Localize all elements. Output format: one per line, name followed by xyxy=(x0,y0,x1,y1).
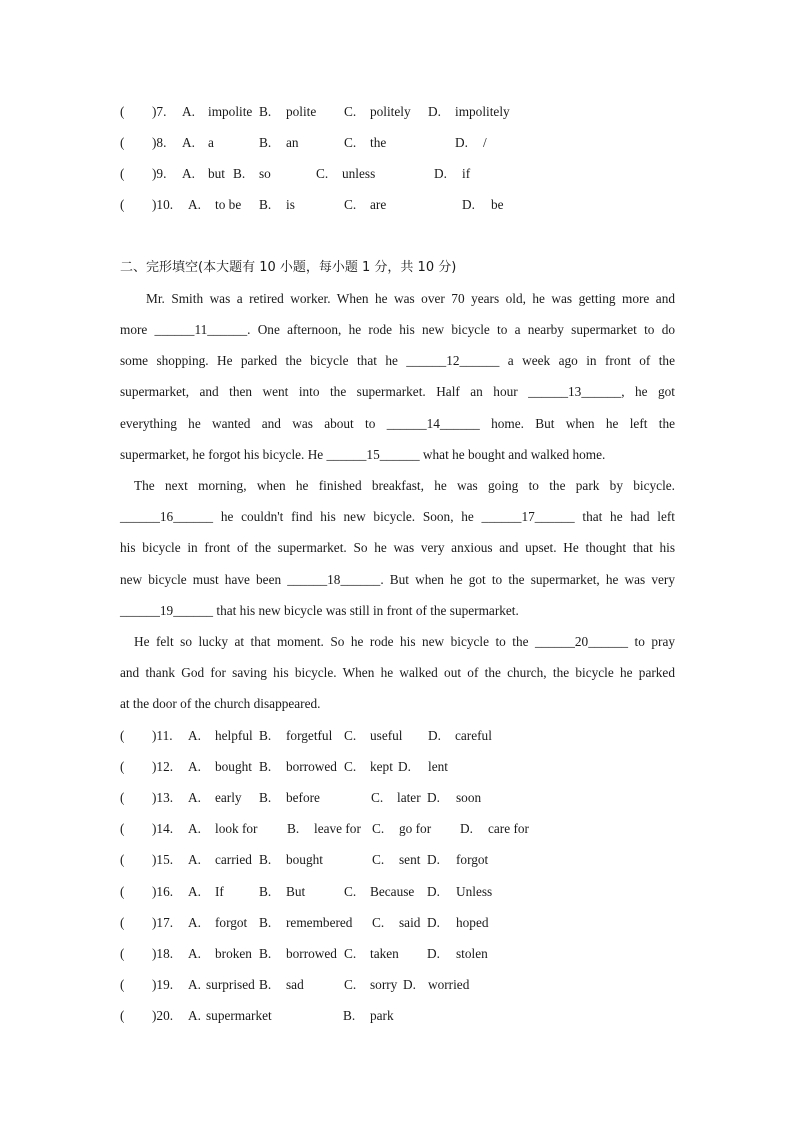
option-b-text: borrowed xyxy=(286,946,337,961)
question-number: )18. xyxy=(152,946,174,961)
answer-bracket: ( xyxy=(120,759,125,774)
option-b-text: an xyxy=(286,135,299,150)
option-b-text: sad xyxy=(286,977,304,992)
answer-bracket: ( xyxy=(120,821,125,836)
option-c-text: said xyxy=(399,915,421,930)
option-b-text: before xyxy=(286,790,320,805)
option-a-text: to be xyxy=(215,197,242,212)
option-a-label: A. xyxy=(188,790,201,805)
passage-line: everything he wanted and was about to ______14______ home. But when he left the xyxy=(120,416,675,431)
option-b-label: B. xyxy=(259,728,272,743)
option-a-text: but xyxy=(208,166,225,181)
answer-bracket: ( xyxy=(120,946,125,961)
question-number: )19. xyxy=(152,977,174,992)
option-d-text: hoped xyxy=(456,915,489,930)
option-c-text: politely xyxy=(370,104,411,119)
option-a-text: bought xyxy=(215,759,252,774)
option-d-label: D. xyxy=(427,852,440,867)
option-c-label: C. xyxy=(344,104,357,119)
option-d-label: D. xyxy=(460,821,473,836)
question-number: )10. xyxy=(152,197,174,212)
option-d-label: D. xyxy=(427,915,440,930)
question-number: )7. xyxy=(152,104,167,119)
option-c-label: C. xyxy=(316,166,329,181)
answer-bracket: ( xyxy=(120,915,125,930)
option-c-text: Because xyxy=(370,884,415,899)
option-a-label: A. xyxy=(188,728,201,743)
option-a-text: broken xyxy=(215,946,252,961)
option-c-text: kept xyxy=(370,759,393,774)
option-d-text: lent xyxy=(428,759,448,774)
question-number: )11. xyxy=(152,728,173,743)
option-a-text: surprised xyxy=(206,977,255,992)
passage-line: The next morning, when he finished breakfast, he was going to the park by bicycle. xyxy=(134,478,675,493)
option-d-text: careful xyxy=(455,728,492,743)
option-b-label: B. xyxy=(259,915,272,930)
option-d-text: / xyxy=(483,135,487,150)
option-c-label: C. xyxy=(344,759,357,774)
option-a-label: A. xyxy=(188,759,201,774)
option-a-text: carried xyxy=(215,852,252,867)
answer-bracket: ( xyxy=(120,135,125,150)
option-c-text: unless xyxy=(342,166,376,181)
option-b-text: leave for xyxy=(314,821,361,836)
question-number: )16. xyxy=(152,884,174,899)
option-b-text: park xyxy=(370,1008,394,1023)
option-d-label: D. xyxy=(434,166,447,181)
option-b-label: B. xyxy=(259,790,272,805)
option-a-label: A. xyxy=(182,166,195,181)
question-number: )14. xyxy=(152,821,174,836)
option-c-text: sorry xyxy=(370,977,398,992)
option-a-label: A. xyxy=(188,946,201,961)
option-d-text: stolen xyxy=(456,946,488,961)
option-b-label: B. xyxy=(233,166,246,181)
option-d-label: D. xyxy=(427,790,440,805)
option-b-label: B. xyxy=(259,104,272,119)
option-b-label: B. xyxy=(259,135,272,150)
passage-line: at the door of the church disappeared. xyxy=(120,696,321,711)
option-a-label: A. xyxy=(188,852,201,867)
answer-bracket: ( xyxy=(120,104,125,119)
option-b-label: B. xyxy=(259,977,272,992)
answer-bracket: ( xyxy=(120,884,125,899)
option-d-label: D. xyxy=(427,946,440,961)
option-c-label: C. xyxy=(344,946,357,961)
passage-line: more ______11______. One afternoon, he rode his new bicycle to a nearby supermarket to do xyxy=(120,322,675,337)
option-b-label: B. xyxy=(259,852,272,867)
option-c-label: C. xyxy=(371,790,384,805)
option-a-label: A. xyxy=(188,977,201,992)
question-number: )17. xyxy=(152,915,174,930)
option-a-text: forgot xyxy=(215,915,248,930)
question-number: )8. xyxy=(152,135,167,150)
option-b-text: remembered xyxy=(286,915,353,930)
option-c-text: are xyxy=(370,197,387,212)
option-b-label: B. xyxy=(259,946,272,961)
option-c-text: useful xyxy=(370,728,403,743)
option-c-text: go for xyxy=(399,821,432,836)
option-c-label: C. xyxy=(344,977,357,992)
option-a-label: A. xyxy=(182,104,195,119)
option-b-text: bought xyxy=(286,852,323,867)
answer-bracket: ( xyxy=(120,852,125,867)
option-a-label: A. xyxy=(188,197,201,212)
option-b-text: But xyxy=(286,884,306,899)
option-b-label: B. xyxy=(259,884,272,899)
option-a-text: look for xyxy=(215,821,258,836)
option-a-label: A. xyxy=(188,915,201,930)
option-d-text: forgot xyxy=(456,852,489,867)
option-d-label: D. xyxy=(462,197,475,212)
option-a-label: A. xyxy=(188,1008,201,1023)
option-d-label: D. xyxy=(428,728,441,743)
option-b-label: B. xyxy=(259,759,272,774)
passage-line: some shopping. He parked the bicycle that he ______12______ a week ago in front of the xyxy=(120,353,675,368)
answer-bracket: ( xyxy=(120,790,125,805)
passage-line: and thank God for saving his bicycle. When he walked out of the church, the bicycle he parked xyxy=(120,665,675,680)
passage-line: new bicycle must have been ______18______. But when he got to the supermarket, he was very xyxy=(120,572,675,587)
option-c-text: sent xyxy=(399,852,421,867)
option-b-text: borrowed xyxy=(286,759,337,774)
option-d-label: D. xyxy=(428,104,441,119)
option-d-label: D. xyxy=(427,884,440,899)
passage-line: supermarket, he forgot his bicycle. He ______15______ what he bought and walked home. xyxy=(120,447,606,462)
option-c-label: C. xyxy=(372,852,385,867)
option-a-text: supermarket xyxy=(206,1008,272,1023)
option-c-label: C. xyxy=(344,884,357,899)
option-b-label: B. xyxy=(259,197,272,212)
option-d-text: if xyxy=(462,166,471,181)
answer-bracket: ( xyxy=(120,977,125,992)
option-d-text: soon xyxy=(456,790,482,805)
option-a-label: A. xyxy=(188,821,201,836)
passage-line: supermarket, and then went into the supermarket. Half an hour ______13______, he got xyxy=(120,384,675,399)
answer-bracket: ( xyxy=(120,166,125,181)
option-b-label: B. xyxy=(343,1008,356,1023)
option-d-text: Unless xyxy=(456,884,493,899)
option-c-text: taken xyxy=(370,946,399,961)
question-number: )12. xyxy=(152,759,174,774)
option-c-text: the xyxy=(370,135,387,150)
option-b-text: polite xyxy=(286,104,317,119)
passage-line: He felt so lucky at that moment. So he rode his new bicycle to the ______20______ to pray xyxy=(134,634,675,649)
option-c-label: C. xyxy=(372,915,385,930)
option-a-text: a xyxy=(208,135,214,150)
question-number: )9. xyxy=(152,166,167,181)
option-d-text: impolitely xyxy=(455,104,510,119)
option-a-label: A. xyxy=(182,135,195,150)
option-c-label: C. xyxy=(344,135,357,150)
option-a-text: If xyxy=(215,884,224,899)
passage-line: Mr. Smith was a retired worker. When he was over 70 years old, he was getting more and xyxy=(146,291,675,306)
option-c-label: C. xyxy=(372,821,385,836)
option-a-label: A. xyxy=(188,884,201,899)
answer-bracket: ( xyxy=(120,197,125,212)
passage-line: his bicycle in front of the supermarket. So he was very anxious and upset. He thought that his xyxy=(120,540,675,555)
option-d-text: worried xyxy=(428,977,470,992)
option-b-text: is xyxy=(286,197,295,212)
option-a-text: impolite xyxy=(208,104,253,119)
option-c-label: C. xyxy=(344,728,357,743)
option-c-text: later xyxy=(397,790,421,805)
passage-line: ______19______ that his new bicycle was still in front of the supermarket. xyxy=(120,603,519,618)
option-d-label: D. xyxy=(398,759,411,774)
passage-line: ______16______ he couldn't find his new bicycle. Soon, he ______17______ that he had left xyxy=(120,509,675,524)
option-d-label: D. xyxy=(455,135,468,150)
option-d-text: be xyxy=(491,197,504,212)
section-title: 二、完形填空(本大题有 10 小题，每小题 1 分，共 10 分) xyxy=(120,260,457,275)
question-number: )13. xyxy=(152,790,174,805)
question-number: )20. xyxy=(152,1008,174,1023)
option-a-text: early xyxy=(215,790,242,805)
option-b-label: B. xyxy=(287,821,300,836)
answer-bracket: ( xyxy=(120,728,125,743)
answer-bracket: ( xyxy=(120,1008,125,1023)
option-b-text: forgetful xyxy=(286,728,333,743)
option-d-label: D. xyxy=(403,977,416,992)
option-a-text: helpful xyxy=(215,728,253,743)
option-c-label: C. xyxy=(344,197,357,212)
question-number: )15. xyxy=(152,852,174,867)
option-b-text: so xyxy=(259,166,271,181)
option-d-text: care for xyxy=(488,821,529,836)
